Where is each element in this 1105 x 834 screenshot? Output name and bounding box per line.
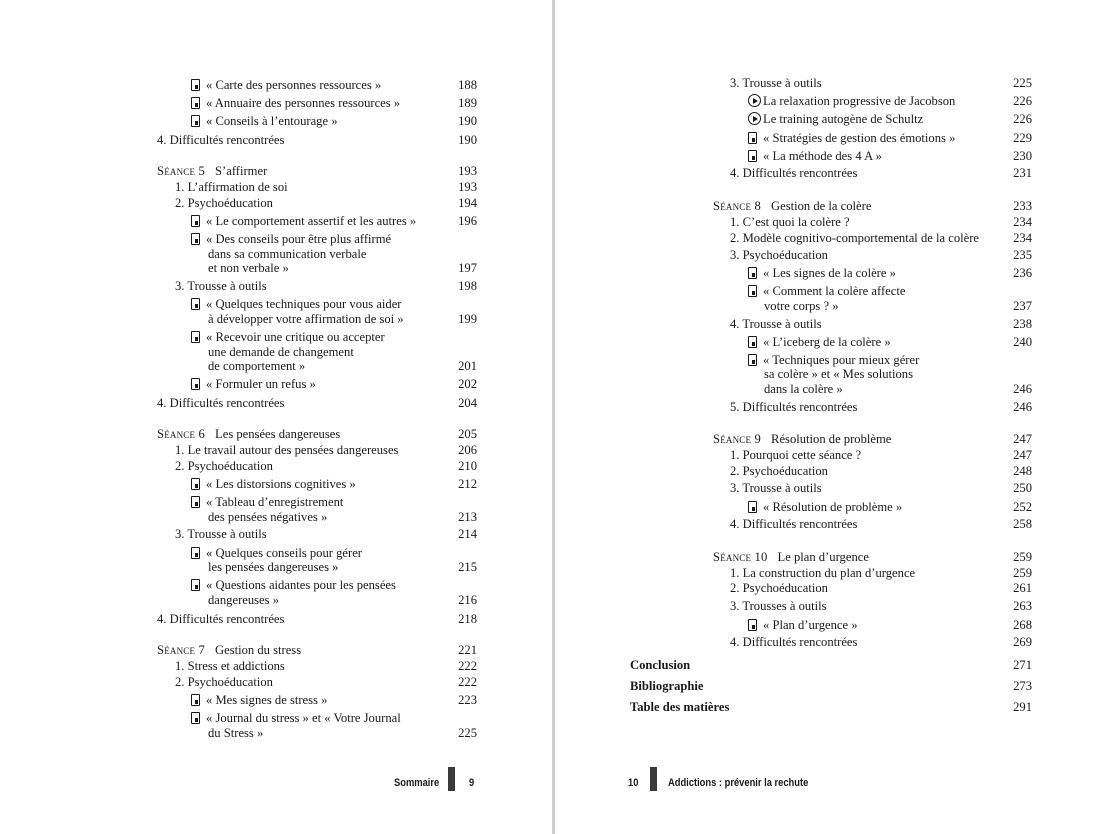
page-number: 235 bbox=[1013, 248, 1032, 262]
toc-entry bbox=[175, 195, 477, 211]
seance-label: Séance 6 bbox=[157, 427, 206, 441]
page-number: 197 bbox=[458, 261, 477, 275]
page-number: 199 bbox=[458, 312, 477, 326]
document-icon bbox=[191, 115, 200, 127]
toc-entry bbox=[175, 278, 477, 294]
entry-text: « Plan d’urgence » bbox=[763, 618, 858, 632]
page-number: 205 bbox=[458, 427, 477, 441]
toc-entry bbox=[730, 565, 1032, 581]
toc-entry bbox=[764, 381, 1032, 397]
document-icon bbox=[191, 579, 200, 591]
entry-text: dans sa communication verbale bbox=[208, 247, 367, 261]
seance-title: Le plan d’urgence bbox=[777, 550, 869, 564]
toc-entry bbox=[730, 463, 1032, 479]
page-number: 238 bbox=[1013, 317, 1032, 331]
toc-entry bbox=[730, 230, 1032, 246]
toc-entry bbox=[730, 447, 1032, 463]
page-number: 234 bbox=[1013, 215, 1032, 229]
entry-text: 2. Psychoéducation bbox=[175, 196, 273, 210]
toc-entry bbox=[175, 674, 477, 690]
page-number: 258 bbox=[1013, 517, 1032, 531]
document-icon bbox=[748, 150, 757, 162]
page-number: 246 bbox=[1013, 382, 1032, 396]
entry-text: La relaxation progressive de Jacobson bbox=[763, 94, 956, 108]
page-number: 212 bbox=[458, 477, 477, 491]
toc-entry bbox=[730, 580, 1032, 596]
toc-entry bbox=[713, 431, 1032, 447]
entry-text: 4. Difficultés rencontrées bbox=[157, 396, 285, 410]
document-icon bbox=[191, 215, 200, 227]
toc-entry bbox=[713, 549, 1032, 565]
entry-text: « Stratégies de gestion des émotions » bbox=[763, 131, 956, 145]
page-number: 204 bbox=[458, 396, 477, 410]
page-number: 190 bbox=[458, 114, 477, 128]
seance-heading bbox=[157, 426, 340, 442]
page-number: 189 bbox=[458, 96, 477, 110]
entry-text: « Formuler un refus » bbox=[206, 377, 316, 391]
page-number: 215 bbox=[458, 560, 477, 574]
toc-entry bbox=[157, 163, 477, 179]
seance-heading bbox=[713, 198, 871, 214]
toc-entry bbox=[175, 658, 477, 674]
page-number: 190 bbox=[458, 133, 477, 147]
document-icon bbox=[748, 336, 757, 348]
footer-running-title: Sommaire bbox=[394, 777, 440, 789]
toc-entry bbox=[175, 179, 477, 195]
document-icon bbox=[748, 267, 757, 279]
seance-heading bbox=[713, 431, 891, 447]
entry-text: « Conseils à l’entourage » bbox=[206, 114, 338, 128]
entry-text: à développer votre affirmation de soi » bbox=[208, 312, 404, 326]
page-number: 261 bbox=[1013, 581, 1032, 595]
page-number: 188 bbox=[458, 78, 477, 92]
entry-text: 1. Stress et addictions bbox=[175, 659, 285, 673]
toc-entry bbox=[730, 399, 1032, 415]
seance-label: Séance 7 bbox=[157, 643, 206, 657]
entry-text: 4. Difficultés rencontrées bbox=[157, 133, 285, 147]
entry-text: 3. Psychoéducation bbox=[730, 248, 828, 262]
entry-text: « Quelques conseils pour gérer bbox=[206, 546, 362, 560]
page-number: 216 bbox=[458, 593, 477, 607]
page-number: 230 bbox=[1013, 149, 1032, 163]
entry-text: sa colère » et « Mes solutions bbox=[764, 367, 913, 381]
toc-entry bbox=[191, 296, 477, 312]
toc-entry bbox=[175, 526, 477, 542]
toc-entry bbox=[730, 165, 1032, 181]
entry-text: et non verbale » bbox=[208, 261, 289, 275]
toc-entry bbox=[748, 283, 1032, 299]
entry-text: « Résolution de problème » bbox=[763, 500, 903, 514]
toc-entry bbox=[157, 132, 477, 148]
toc-list-right bbox=[555, 0, 1105, 834]
toc-entry bbox=[764, 298, 1032, 314]
left-page bbox=[0, 0, 552, 834]
entry-text: 4. Difficultés rencontrées bbox=[730, 517, 858, 531]
entry-text: « Les signes de la colère » bbox=[763, 266, 896, 280]
entry-text: une demande de changement bbox=[208, 345, 354, 359]
toc-entry bbox=[730, 75, 1032, 91]
entry-text: « Carte des personnes ressources » bbox=[206, 78, 382, 92]
page-number: 236 bbox=[1013, 266, 1032, 280]
entry-text: « Tableau d’enregistrement bbox=[206, 495, 344, 509]
page-number: 213 bbox=[458, 510, 477, 524]
entry-text: « Des conseils pour être plus affirmé bbox=[206, 232, 392, 246]
page-number: 259 bbox=[1013, 566, 1032, 580]
toc-entry bbox=[191, 95, 477, 111]
toc-entry bbox=[157, 426, 477, 442]
page-number: 225 bbox=[1013, 76, 1032, 90]
entry-text: des pensées négatives » bbox=[208, 510, 328, 524]
toc-entry bbox=[157, 642, 477, 658]
page-number: 234 bbox=[1013, 231, 1032, 245]
entry-text: 4. Trousse à outils bbox=[730, 317, 822, 331]
seance-title: Gestion du stress bbox=[215, 643, 302, 657]
document-icon bbox=[748, 285, 757, 297]
document-icon bbox=[191, 79, 200, 91]
toc-entry bbox=[191, 329, 477, 345]
seance-title: Gestion de la colère bbox=[771, 199, 872, 213]
toc-entry bbox=[748, 148, 1032, 164]
toc-entry bbox=[730, 480, 1032, 496]
page-number: 229 bbox=[1013, 131, 1032, 145]
entry-text: votre corps ? » bbox=[764, 299, 839, 313]
page-number: 218 bbox=[458, 612, 477, 626]
entry-text: 1. La construction du plan d’urgence bbox=[730, 566, 916, 580]
entry-text: 2. Psychoéducation bbox=[175, 459, 273, 473]
document-icon bbox=[191, 331, 200, 343]
toc-entry bbox=[748, 617, 1032, 633]
entry-text: du Stress » bbox=[208, 726, 264, 740]
toc-entry bbox=[630, 657, 1032, 673]
toc-entry bbox=[748, 130, 1032, 146]
entry-text: 1. Le travail autour des pensées dangereuses bbox=[175, 443, 399, 457]
page-number: 214 bbox=[458, 527, 477, 541]
toc-entry bbox=[208, 509, 477, 525]
toc-entry bbox=[191, 213, 477, 229]
toc-entry bbox=[730, 247, 1032, 263]
page-number: 259 bbox=[1013, 550, 1032, 564]
entry-text: 4. Difficultés rencontrées bbox=[730, 166, 858, 180]
page-number: 291 bbox=[1013, 700, 1032, 714]
entry-text: 1. L’affirmation de soi bbox=[175, 180, 288, 194]
document-icon bbox=[748, 619, 757, 631]
page-number: 246 bbox=[1013, 400, 1032, 414]
toc-entry bbox=[191, 710, 477, 726]
toc-entry bbox=[208, 260, 477, 276]
entry-text: « Les distorsions cognitives » bbox=[206, 477, 356, 491]
entry-text: 3. Trousse à outils bbox=[175, 527, 267, 541]
entry-text: « La méthode des 4 A » bbox=[763, 149, 882, 163]
seance-title: Les pensées dangereuses bbox=[215, 427, 341, 441]
page-number: 225 bbox=[458, 726, 477, 740]
entry-text: 4. Difficultés rencontrées bbox=[730, 635, 858, 649]
page-number: 226 bbox=[1013, 94, 1032, 108]
toc-entry bbox=[730, 316, 1032, 332]
entry-text: Le training autogène de Schultz bbox=[763, 112, 924, 126]
page-number: 193 bbox=[458, 180, 477, 194]
footer-page-number: 10 bbox=[628, 777, 639, 789]
page-number: 268 bbox=[1013, 618, 1032, 632]
toc-entry bbox=[157, 611, 477, 627]
page-number: 247 bbox=[1013, 448, 1032, 462]
entry-text: « L’iceberg de la colère » bbox=[763, 335, 891, 349]
entry-text: « Le comportement assertif et les autres » bbox=[206, 214, 417, 228]
entry-text: « Journal du stress » et « Votre Journal bbox=[206, 711, 401, 725]
entry-text: 2. Psychoéducation bbox=[175, 675, 273, 689]
toc-entry bbox=[175, 442, 477, 458]
seance-heading bbox=[157, 163, 267, 179]
seance-label: Séance 8 bbox=[713, 199, 762, 213]
entry-text: 3. Trousse à outils bbox=[175, 279, 267, 293]
document-icon bbox=[191, 378, 200, 390]
entry-text: les pensées dangereuses » bbox=[208, 560, 339, 574]
page-number: 221 bbox=[458, 643, 477, 657]
page-number: 210 bbox=[458, 459, 477, 473]
entry-text: 2. Psychoéducation bbox=[730, 464, 828, 478]
page-number: 233 bbox=[1013, 199, 1032, 213]
page-number: 194 bbox=[458, 196, 477, 210]
page-number: 196 bbox=[458, 214, 477, 228]
toc-entry bbox=[191, 113, 477, 129]
toc-entry bbox=[191, 577, 477, 593]
toc-entry bbox=[191, 692, 477, 708]
toc-entry bbox=[191, 494, 477, 510]
entry-text: « Techniques pour mieux gérer bbox=[763, 353, 920, 367]
seance-title: Résolution de problème bbox=[771, 432, 892, 446]
play-icon bbox=[748, 112, 761, 125]
toc-entry bbox=[748, 265, 1032, 281]
entry-text: 4. Difficultés rencontrées bbox=[157, 612, 285, 626]
entry-text: 2. Modèle cognitivo-comportemental de la colère bbox=[730, 231, 979, 245]
toc-entry bbox=[713, 198, 1032, 214]
entry-text: dans la colère » bbox=[764, 382, 843, 396]
seance-heading bbox=[713, 549, 869, 565]
document-icon bbox=[748, 501, 757, 513]
toc-entry bbox=[730, 634, 1032, 650]
toc-entry bbox=[175, 458, 477, 474]
seance-heading bbox=[157, 642, 301, 658]
document-icon bbox=[191, 298, 200, 310]
footer-page-number: 9 bbox=[469, 777, 475, 789]
seance-title: S’affirmer bbox=[215, 164, 268, 178]
page-number: 269 bbox=[1013, 635, 1032, 649]
toc-entry bbox=[208, 559, 477, 575]
entry-text: « Comment la colère affecte bbox=[763, 284, 906, 298]
document-icon bbox=[191, 712, 200, 724]
page-number: 226 bbox=[1013, 112, 1032, 126]
document-icon bbox=[748, 354, 757, 366]
document-icon bbox=[191, 478, 200, 490]
toc-entry bbox=[730, 214, 1032, 230]
toc-entry bbox=[208, 725, 477, 741]
page-number: 237 bbox=[1013, 299, 1032, 313]
footer-marker bbox=[448, 767, 455, 791]
toc-entry bbox=[764, 366, 1032, 382]
page-number: 222 bbox=[458, 675, 477, 689]
toc-entry bbox=[630, 699, 1032, 715]
toc-entry bbox=[630, 678, 1032, 694]
page-number: 198 bbox=[458, 279, 477, 293]
entry-text: « Mes signes de stress » bbox=[206, 693, 328, 707]
page-number: 202 bbox=[458, 377, 477, 391]
entry-text: « Recevoir une critique ou accepter bbox=[206, 330, 385, 344]
toc-entry bbox=[191, 376, 477, 392]
entry-text: 3. Trousse à outils bbox=[730, 481, 822, 495]
play-icon bbox=[748, 94, 761, 107]
document-icon bbox=[191, 547, 200, 559]
toc-entry bbox=[191, 231, 477, 247]
page-number: 193 bbox=[458, 164, 477, 178]
document-icon bbox=[191, 233, 200, 245]
page-number: 201 bbox=[458, 359, 477, 373]
page-number: 231 bbox=[1013, 166, 1032, 180]
toc-entry bbox=[191, 77, 477, 93]
toc-list-left bbox=[0, 0, 552, 834]
entry-text: « Questions aidantes pour les pensées bbox=[206, 578, 396, 592]
toc-entry bbox=[748, 499, 1032, 515]
entry-text: 3. Trousses à outils bbox=[730, 599, 827, 613]
page-number: 252 bbox=[1013, 500, 1032, 514]
toc-entry bbox=[208, 592, 477, 608]
right-page bbox=[555, 0, 1105, 834]
toc-entry bbox=[748, 93, 1032, 109]
page-number: 240 bbox=[1013, 335, 1032, 349]
page-number: 263 bbox=[1013, 599, 1032, 613]
entry-text: 5. Difficultés rencontrées bbox=[730, 400, 858, 414]
document-icon bbox=[191, 496, 200, 508]
seance-label: Séance 10 bbox=[713, 550, 768, 564]
page-number: 223 bbox=[458, 693, 477, 707]
toc-entry bbox=[730, 598, 1032, 614]
page-number: 271 bbox=[1013, 658, 1032, 672]
page-number: 273 bbox=[1013, 679, 1032, 693]
entry-text: 1. C’est quoi la colère ? bbox=[730, 215, 850, 229]
seance-label: Séance 5 bbox=[157, 164, 206, 178]
entry-text: « Quelques techniques pour vous aider bbox=[206, 297, 402, 311]
document-icon bbox=[748, 132, 757, 144]
document-icon bbox=[191, 694, 200, 706]
page-number: 222 bbox=[458, 659, 477, 673]
page-number: 206 bbox=[458, 443, 477, 457]
toc-entry bbox=[208, 358, 477, 374]
toc-entry bbox=[730, 516, 1032, 532]
entry-text: de comportement » bbox=[208, 359, 306, 373]
page-number: 250 bbox=[1013, 481, 1032, 495]
footer-running-title: Addictions : prévenir la rechute bbox=[668, 777, 809, 789]
section-title: Conclusion bbox=[630, 658, 691, 672]
section-title: Table des matières bbox=[630, 700, 730, 714]
document-icon bbox=[191, 97, 200, 109]
seance-label: Séance 9 bbox=[713, 432, 762, 446]
section-title: Bibliographie bbox=[630, 679, 704, 693]
footer-marker bbox=[650, 767, 657, 791]
toc-entry bbox=[748, 111, 1032, 127]
page-number: 247 bbox=[1013, 432, 1032, 446]
entry-text: 1. Pourquoi cette séance ? bbox=[730, 448, 862, 462]
toc-entry bbox=[191, 476, 477, 492]
toc-entry bbox=[748, 334, 1032, 350]
entry-text: 3. Trousse à outils bbox=[730, 76, 822, 90]
entry-text: « Annuaire des personnes ressources » bbox=[206, 96, 401, 110]
entry-text: 2. Psychoéducation bbox=[730, 581, 828, 595]
toc-entry bbox=[208, 311, 477, 327]
entry-text: dangereuses » bbox=[208, 593, 279, 607]
page-number: 248 bbox=[1013, 464, 1032, 478]
toc-entry bbox=[157, 395, 477, 411]
